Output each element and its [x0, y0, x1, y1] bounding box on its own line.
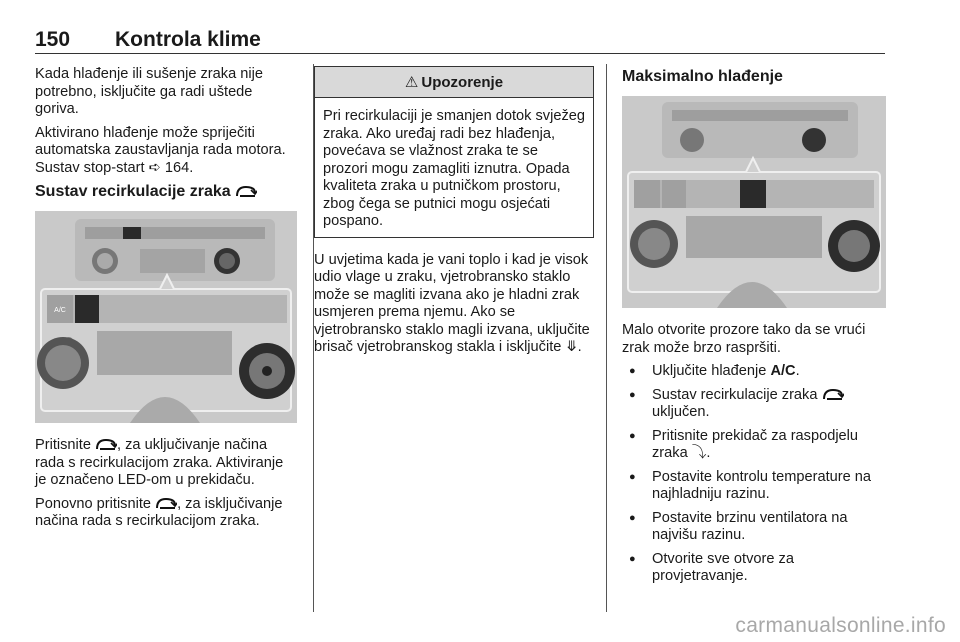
paragraph-press-on: Pritisnite , za uključivanje načina rada s recirkulacijom zraka. Aktiviranje je označeno LED-om u prekidaču.: [35, 437, 284, 488]
list-item: ● Uključite hlađenje A/C.: [622, 363, 886, 381]
recirculation-button-diagram: [35, 211, 297, 423]
recirculation-icon: [235, 185, 257, 198]
section-heading-max-cooling: Maksimalno hlađenje: [622, 68, 783, 85]
paragraph-windscreen: U uvjetima kada je vani toplo i kad je visok udio vlage u zraku, vjetrobransko staklo može se magliti izvana ako je hladni zrak usmjeren prema njemu. Ako se vjetrobransko staklo magli izvana, uključite brisač vjetrobranskog stakla i isključite ⤋.: [314, 251, 590, 355]
list-item: ● Otvorite sve otvore za provjetravanje.: [622, 551, 886, 586]
arrow-ref-icon[interactable]: ➪: [148, 159, 161, 176]
paragraph-open-windows: Malo otvorite prozore tako da se vrući zrak može brzo raspršiti.: [622, 322, 866, 356]
watermark: carmanualsonline.info: [735, 614, 946, 637]
list-item: ● Pritisnite prekidač za raspodjelu zraka ⤵.: [622, 428, 886, 463]
column-1: [35, 66, 297, 537]
warning-text: Pri recirkulaciji je smanjen dotok svježeg zraka. Ako uređaj radi bez hlađenja, povećava se vlažnost zraka te se prozori mogu zamagliti iznutra. Opada kvaliteta zraka u putničkom prostoru, zbog čega se putnici mogu osjećati pospano.: [323, 108, 585, 229]
section-heading-recirculation: Sustav recirkulacije zraka: [35, 183, 297, 201]
warning-title: Upozorenje: [421, 74, 504, 91]
ac-button-label: A/C: [54, 307, 66, 314]
page-header: [35, 28, 885, 50]
recirculation-icon: [95, 438, 117, 451]
page-number: 150: [35, 28, 71, 51]
windscreen-air-icon: ⤋: [565, 339, 578, 355]
paragraph-stop-start: Aktivirano hlađenje može spriječiti automatska zaustavljanja rada motora. Sustav stop-start ➪ 164.: [35, 124, 286, 176]
header-rule: [35, 53, 885, 54]
page-title: Kontrola klime: [115, 28, 261, 51]
air-distribution-icon: ⤵: [691, 445, 707, 461]
paragraph-cooling-off: Kada hlađenje ili sušenje zraka nije potrebno, isključite ga radi uštede goriva.: [35, 66, 263, 117]
list-item: ● Postavite kontrolu temperature na najhladniju razinu.: [622, 469, 886, 504]
column-2: [314, 66, 594, 363]
max-cooling-steps: [622, 363, 886, 586]
paragraph-press-off: Ponovno pritisnite , za isključivanje načina rada s recirkulacijom zraka.: [35, 495, 283, 529]
column-3: [622, 66, 886, 592]
max-cooling-panel-diagram: [622, 96, 886, 308]
recirculation-icon: [822, 388, 844, 401]
list-item: ● Sustav recirkulacije zraka uključen.: [622, 387, 886, 422]
warning-box: [314, 66, 594, 238]
recirculation-icon: [155, 497, 177, 510]
warning-triangle-icon: ⚠: [404, 74, 419, 91]
warning-header: [315, 67, 593, 98]
list-item: ● Postavite brzinu ventilatora na najvišu razinu.: [622, 510, 886, 545]
column-divider-2: [606, 64, 607, 612]
